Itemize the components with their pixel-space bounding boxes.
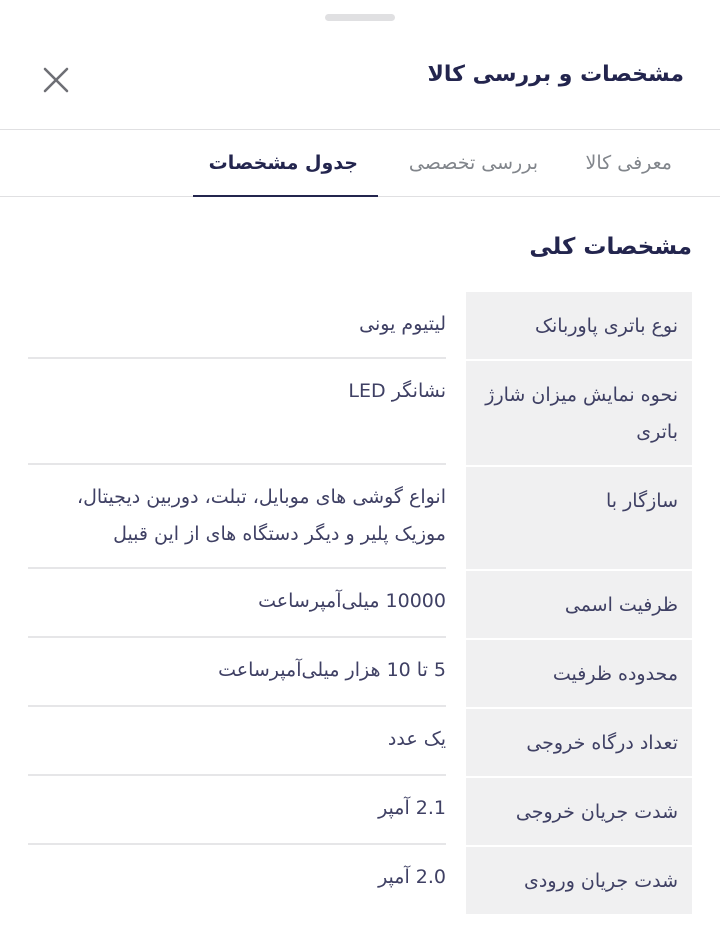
drag-handle[interactable] [325,14,395,21]
section-title: مشخصات کلی [529,234,692,260]
close-icon [40,64,72,96]
tab-specifications[interactable]: جدول مشخصات [208,152,358,174]
spec-value: 2.1 آمپر [28,776,446,845]
spec-value: لیتیوم یونی [28,292,446,359]
spec-row [28,707,692,776]
spec-row [28,465,692,569]
spec-key: شدت جریان خروجی [466,776,692,845]
spec-value: 10000 میلی‌آمپرساعت [28,569,446,638]
spec-value: یک عدد [28,707,446,776]
spec-row [28,845,692,914]
spec-row [28,292,692,359]
spec-value: نشانگر LED [28,359,446,465]
spec-row [28,776,692,845]
spec-value: 5 تا 10 هزار میلی‌آمپرساعت [28,638,446,707]
sheet-title: مشخصات و بررسی کالا [427,62,684,87]
spec-key: محدوده ظرفیت [466,638,692,707]
spec-row [28,359,692,465]
tab-expert-review[interactable]: بررسی تخصصی [408,152,538,174]
sheet-header [0,48,720,112]
spec-row [28,569,692,638]
spec-row [28,638,692,707]
spec-key: شدت جریان ورودی [466,845,692,914]
spec-key: ظرفیت اسمی [466,569,692,638]
spec-key: نحوه نمایش میزان شارژ باتری [466,359,692,465]
spec-value: انواع گوشی های موبایل، تبلت، دوربین دیجیتال، موزیک پلیر و دیگر دستگاه های از این قبیل [28,465,446,569]
tab-bar [0,130,720,197]
spec-key: سازگار با [466,465,692,569]
spec-value: 2.0 آمپر [378,866,446,888]
spec-key: تعداد درگاه خروجی [466,707,692,776]
spec-key: نوع باتری پاوربانک [466,292,692,359]
spec-table [28,292,692,914]
active-tab-indicator [193,195,378,197]
close-button[interactable] [40,64,72,96]
tab-product-intro[interactable]: معرفی کالا [585,152,672,174]
